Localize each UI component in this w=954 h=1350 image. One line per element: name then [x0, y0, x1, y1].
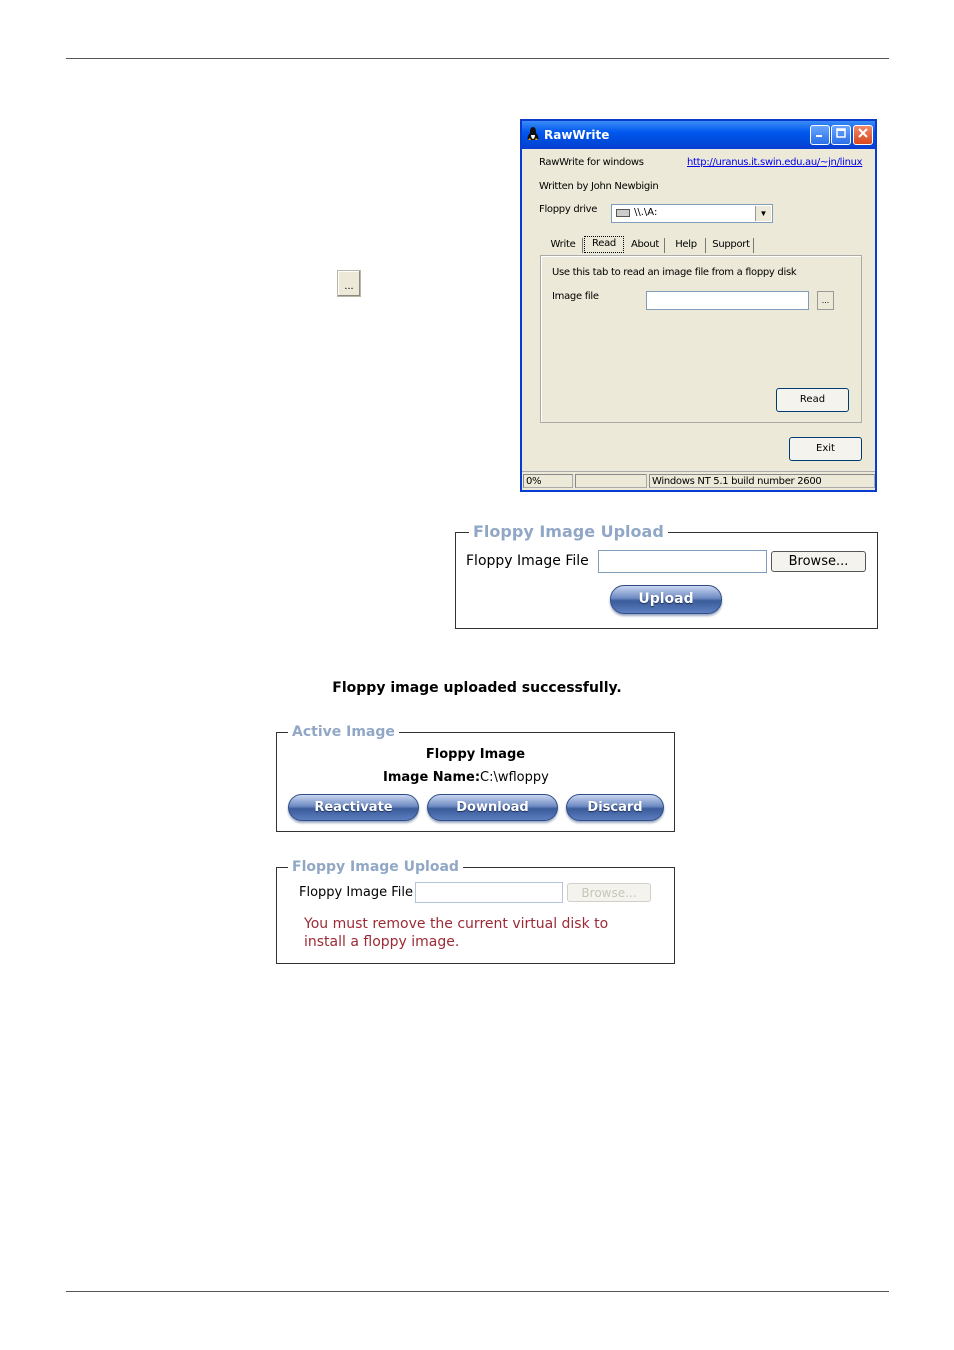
close-icon — [858, 128, 868, 138]
chevron-down-icon[interactable]: ▼ — [755, 206, 771, 221]
tab-about[interactable]: About — [626, 238, 665, 253]
app-subtitle: RawWrite for windows — [539, 157, 644, 168]
active-image-panel — [276, 724, 675, 832]
floppy-image-file-input[interactable] — [598, 550, 767, 573]
penguin-icon — [527, 127, 539, 141]
floppy-image-file-label-disabled: Floppy Image File — [299, 885, 413, 900]
floppy-drive-value: \\.\A: — [634, 207, 658, 218]
floppy-drive-icon — [616, 209, 630, 217]
floppy-upload-disabled-panel — [276, 859, 675, 964]
read-description: Use this tab to read an image file from a floppy disk — [552, 267, 797, 278]
browse-button-small[interactable]: ... — [337, 270, 361, 297]
upload-button[interactable]: Upload — [610, 585, 722, 614]
floppy-image-file-input-disabled[interactable] — [415, 882, 563, 903]
browse-button-disabled[interactable]: Browse... — [567, 883, 651, 902]
floppy-drive-label: Floppy drive — [539, 204, 598, 215]
discard-button[interactable]: Discard — [566, 794, 664, 821]
minimize-button[interactable] — [810, 125, 830, 145]
maximize-icon — [836, 128, 846, 138]
tab-write[interactable]: Write — [544, 238, 583, 253]
floppy-drive-select[interactable] — [611, 204, 773, 223]
author-text: Written by John Newbigin — [539, 181, 659, 192]
floppy-upload-panel — [455, 522, 878, 629]
active-image-type: Floppy Image — [425, 747, 526, 762]
status-progress: 0% — [523, 474, 573, 488]
exit-button[interactable]: Exit — [789, 437, 862, 461]
image-name-label: Image Name: — [383, 770, 481, 785]
window-title: RawWrite — [544, 128, 610, 142]
tab-support[interactable]: Support — [709, 238, 754, 253]
read-tab-panel — [540, 255, 862, 423]
maximize-button[interactable] — [831, 125, 851, 145]
status-middle — [575, 474, 647, 488]
read-button[interactable]: Read — [776, 388, 849, 412]
footer-rule — [66, 1291, 889, 1292]
floppy-upload-disabled-legend: Floppy Image Upload — [288, 859, 463, 875]
reactivate-button[interactable]: Reactivate — [288, 794, 419, 821]
window-titlebar — [522, 121, 875, 149]
minimize-icon — [815, 128, 825, 138]
download-button[interactable]: Download — [427, 794, 558, 821]
upload-success-message: Floppy image uploaded successfully. — [332, 680, 622, 696]
remove-disk-error: You must remove the current virtual disk to install a floppy image. — [304, 916, 609, 950]
header-rule — [66, 58, 889, 59]
active-image-legend: Active Image — [288, 724, 399, 740]
browse-button[interactable]: Browse... — [771, 551, 866, 572]
tab-read[interactable]: Read — [584, 236, 624, 253]
image-name-value: C:\wfloppy — [480, 770, 549, 785]
image-file-browse-button[interactable]: ... — [817, 291, 834, 310]
floppy-image-file-label: Floppy Image File — [466, 553, 589, 569]
status-bar — [522, 471, 875, 490]
image-file-input[interactable] — [646, 291, 809, 310]
close-button[interactable] — [853, 125, 873, 145]
floppy-upload-legend: Floppy Image Upload — [469, 522, 668, 541]
author-link[interactable]: http://uranus.it.swin.edu.au/~jn/linux — [687, 157, 863, 168]
status-os: Windows NT 5.1 build number 2600 — [649, 474, 875, 488]
image-file-label: Image file — [552, 291, 599, 302]
rawwrite-window — [520, 119, 877, 492]
tab-help[interactable]: Help — [667, 238, 706, 253]
